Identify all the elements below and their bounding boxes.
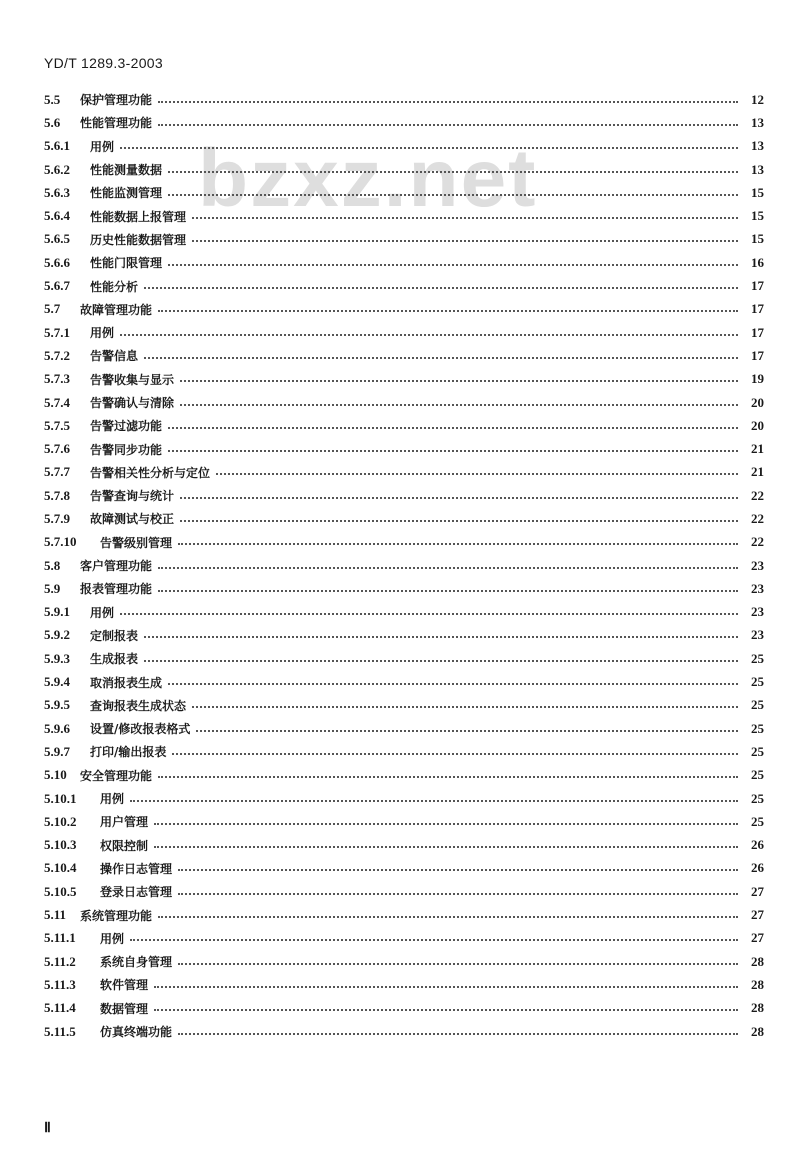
toc-section-title: 保护管理功能 xyxy=(80,93,153,108)
toc-dot-leader xyxy=(120,334,738,336)
toc-section-title: 告警收集与显示 xyxy=(90,372,175,387)
toc-dot-leader xyxy=(154,986,738,988)
toc-section-title: 告警同步功能 xyxy=(90,442,163,457)
toc-entry[interactable] xyxy=(44,927,764,950)
toc-section-number: 5.11.2 xyxy=(44,953,76,969)
toc-section-number: 5.9.2 xyxy=(44,627,70,643)
toc-dot-leader xyxy=(168,683,738,685)
toc-entry[interactable] xyxy=(44,577,764,600)
toc-section-title: 设置/修改报表格式 xyxy=(90,722,191,737)
toc-dot-leader xyxy=(192,217,738,219)
toc-page-number: 17 xyxy=(751,324,764,340)
toc-section-title: 历史性能数据管理 xyxy=(90,232,187,247)
toc-entry[interactable] xyxy=(44,298,764,321)
toc-section-number: 5.9.7 xyxy=(44,743,70,759)
toc-section-number: 5.10.3 xyxy=(44,837,77,853)
toc-section-number: 5.11.5 xyxy=(44,1023,76,1039)
toc-section-title: 取消报表生成 xyxy=(90,675,163,690)
toc-entry[interactable] xyxy=(44,437,764,460)
toc-page-number: 27 xyxy=(751,907,764,923)
toc-entry[interactable] xyxy=(44,554,764,577)
toc-entry[interactable] xyxy=(44,344,764,367)
toc-section-number: 5.7.6 xyxy=(44,441,70,457)
toc-dot-leader xyxy=(130,939,738,941)
toc-page-number: 13 xyxy=(751,114,764,130)
toc-dot-leader xyxy=(158,567,738,569)
toc-dot-leader xyxy=(120,613,738,615)
toc-entry[interactable] xyxy=(44,251,764,274)
toc-page-number: 15 xyxy=(751,208,764,224)
toc-section-number: 5.10.2 xyxy=(44,813,77,829)
toc-entry[interactable] xyxy=(44,601,764,624)
toc-entry[interactable] xyxy=(44,857,764,880)
toc-page-number: 28 xyxy=(751,953,764,969)
toc-section-title: 用例 xyxy=(90,605,115,620)
toc-section-number: 5.9.5 xyxy=(44,697,70,713)
toc-entry[interactable] xyxy=(44,647,764,670)
toc-section-number: 5.7.9 xyxy=(44,510,70,526)
toc-page-number: 28 xyxy=(751,976,764,992)
toc-section-title: 软件管理 xyxy=(100,978,149,993)
toc-page-number: 26 xyxy=(751,860,764,876)
toc-page-number: 21 xyxy=(751,441,764,457)
toc-section-number: 5.5 xyxy=(44,91,61,107)
toc-dot-leader xyxy=(178,893,738,895)
toc-dot-leader xyxy=(158,124,738,126)
toc-entry[interactable] xyxy=(44,1020,764,1043)
toc-section-title: 系统管理功能 xyxy=(80,908,153,923)
toc-entry[interactable] xyxy=(44,507,764,530)
toc-section-number: 5.10 xyxy=(44,767,67,783)
toc-entry[interactable] xyxy=(44,997,764,1020)
toc-section-title: 告警级别管理 xyxy=(100,535,173,550)
toc-section-title: 性能数据上报管理 xyxy=(90,209,187,224)
toc-section-title: 权限控制 xyxy=(100,838,149,853)
toc-page-number: 12 xyxy=(751,91,764,107)
toc-dot-leader xyxy=(180,520,738,522)
toc-section-number: 5.10.4 xyxy=(44,860,77,876)
toc-dot-leader xyxy=(144,287,738,289)
toc-dot-leader xyxy=(168,171,738,173)
toc-section-number: 5.6 xyxy=(44,114,61,130)
toc-entry[interactable] xyxy=(44,88,764,111)
toc-section-title: 告警信息 xyxy=(90,349,139,364)
toc-section-title: 用例 xyxy=(100,931,125,946)
toc-dot-leader xyxy=(168,450,738,452)
toc-page-number: 25 xyxy=(751,813,764,829)
toc-dot-leader xyxy=(158,310,738,312)
toc-page-number: 25 xyxy=(751,767,764,783)
toc-section-title: 登录日志管理 xyxy=(100,885,173,900)
toc-entry[interactable] xyxy=(44,321,764,344)
toc-section-number: 5.10.1 xyxy=(44,790,77,806)
toc-entry[interactable] xyxy=(44,973,764,996)
toc-dot-leader xyxy=(178,869,738,871)
toc-page-number: 23 xyxy=(751,604,764,620)
toc-page-number: 23 xyxy=(751,627,764,643)
toc-page-number: 25 xyxy=(751,674,764,690)
toc-dot-leader xyxy=(180,497,738,499)
toc-dot-leader xyxy=(130,800,738,802)
toc-section-title: 用例 xyxy=(100,792,125,807)
toc-section-title: 性能测量数据 xyxy=(90,163,163,178)
toc-section-title: 系统自身管理 xyxy=(100,955,173,970)
toc-section-number: 5.7.1 xyxy=(44,324,70,340)
toc-section-title: 打印/输出报表 xyxy=(90,745,167,760)
toc-page-number: 22 xyxy=(751,534,764,550)
toc-section-number: 5.11 xyxy=(44,907,67,923)
toc-section-number: 5.7.8 xyxy=(44,487,70,503)
toc-section-title: 性能管理功能 xyxy=(80,116,153,131)
toc-entry[interactable] xyxy=(44,111,764,134)
toc-entry[interactable] xyxy=(44,228,764,251)
toc-dot-leader xyxy=(216,473,738,475)
toc-page-number: 17 xyxy=(751,278,764,294)
toc-section-title: 生成报表 xyxy=(90,652,139,667)
toc-entry[interactable] xyxy=(44,624,764,647)
toc-entry[interactable] xyxy=(44,274,764,297)
toc-dot-leader xyxy=(154,823,738,825)
toc-entry[interactable] xyxy=(44,531,764,554)
toc-dot-leader xyxy=(120,147,738,149)
toc-page-number: 23 xyxy=(751,557,764,573)
toc-section-number: 5.8 xyxy=(44,557,61,573)
toc-section-number: 5.7.3 xyxy=(44,371,70,387)
toc-entry[interactable] xyxy=(44,717,764,740)
toc-section-number: 5.6.1 xyxy=(44,138,70,154)
toc-page-number: 28 xyxy=(751,1000,764,1016)
toc-dot-leader xyxy=(158,776,738,778)
toc-page-number: 15 xyxy=(751,184,764,200)
toc-page-number: 27 xyxy=(751,883,764,899)
table-of-contents xyxy=(44,88,764,1043)
toc-section-title: 性能门限管理 xyxy=(90,256,163,271)
toc-entry[interactable] xyxy=(44,694,764,717)
toc-page-number: 20 xyxy=(751,417,764,433)
toc-section-number: 5.6.2 xyxy=(44,161,70,177)
toc-section-number: 5.6.3 xyxy=(44,184,70,200)
toc-entry[interactable] xyxy=(44,414,764,437)
toc-section-title: 定制报表 xyxy=(90,628,139,643)
toc-page-number: 28 xyxy=(751,1023,764,1039)
toc-section-title: 故障管理功能 xyxy=(80,302,153,317)
toc-entry[interactable] xyxy=(44,764,764,787)
toc-section-title: 客户管理功能 xyxy=(80,559,153,574)
toc-section-number: 5.10.5 xyxy=(44,883,77,899)
toc-page-number: 25 xyxy=(751,743,764,759)
toc-section-title: 用户管理 xyxy=(100,815,149,830)
toc-entry[interactable] xyxy=(44,204,764,227)
toc-page-number: 13 xyxy=(751,161,764,177)
toc-entry[interactable] xyxy=(44,834,764,857)
toc-section-number: 5.6.4 xyxy=(44,208,70,224)
toc-page-number: 19 xyxy=(751,371,764,387)
toc-section-number: 5.6.6 xyxy=(44,254,70,270)
toc-page-number: 26 xyxy=(751,837,764,853)
toc-dot-leader xyxy=(144,357,738,359)
toc-dot-leader xyxy=(180,380,738,382)
toc-section-number: 5.9 xyxy=(44,580,61,596)
toc-entry[interactable] xyxy=(44,135,764,158)
toc-dot-leader xyxy=(168,264,738,266)
toc-section-number: 5.6.5 xyxy=(44,231,70,247)
toc-section-number: 5.7.2 xyxy=(44,347,70,363)
toc-dot-leader xyxy=(144,660,738,662)
toc-entry[interactable] xyxy=(44,181,764,204)
toc-section-title: 操作日志管理 xyxy=(100,861,173,876)
toc-dot-leader xyxy=(192,240,738,242)
toc-section-number: 5.7.7 xyxy=(44,464,70,480)
toc-section-number: 5.9.3 xyxy=(44,650,70,666)
toc-page-number: 25 xyxy=(751,650,764,666)
toc-page-number: 17 xyxy=(751,301,764,317)
toc-dot-leader xyxy=(178,963,738,965)
toc-section-title: 数据管理 xyxy=(100,1001,149,1016)
toc-entry[interactable] xyxy=(44,484,764,507)
toc-page-number: 16 xyxy=(751,254,764,270)
toc-entry[interactable] xyxy=(44,670,764,693)
toc-section-number: 5.7.4 xyxy=(44,394,70,410)
toc-dot-leader xyxy=(172,753,738,755)
document-code-header: YD/T 1289.3-2003 xyxy=(44,55,163,71)
toc-section-title: 故障测试与校正 xyxy=(90,512,175,527)
toc-dot-leader xyxy=(144,636,738,638)
toc-page-number: 15 xyxy=(751,231,764,247)
toc-dot-leader xyxy=(196,730,738,732)
toc-entry[interactable] xyxy=(44,158,764,181)
toc-entry[interactable] xyxy=(44,787,764,810)
toc-section-title: 性能监测管理 xyxy=(90,186,163,201)
toc-page-number: 25 xyxy=(751,697,764,713)
toc-page-number: 23 xyxy=(751,580,764,596)
toc-dot-leader xyxy=(168,194,738,196)
toc-entry[interactable] xyxy=(44,810,764,833)
toc-dot-leader xyxy=(158,101,738,103)
toc-entry[interactable] xyxy=(44,740,764,763)
toc-page-number: 25 xyxy=(751,720,764,736)
toc-entry[interactable] xyxy=(44,950,764,973)
toc-section-title: 告警查询与统计 xyxy=(90,489,175,504)
toc-section-number: 5.6.7 xyxy=(44,278,70,294)
toc-section-number: 5.9.4 xyxy=(44,674,70,690)
toc-section-title: 告警确认与清除 xyxy=(90,396,175,410)
toc-page-number: 20 xyxy=(751,394,764,410)
toc-section-number: 5.11.3 xyxy=(44,976,76,992)
toc-section-number: 5.9.1 xyxy=(44,604,70,620)
toc-section-title: 用例 xyxy=(90,326,115,341)
toc-dot-leader xyxy=(158,916,738,918)
toc-section-title: 安全管理功能 xyxy=(80,768,153,783)
toc-page-number: 22 xyxy=(751,510,764,526)
toc-section-number: 5.11.4 xyxy=(44,1000,76,1016)
watermark: bzxz.net xyxy=(198,133,538,224)
toc-dot-leader xyxy=(154,846,738,848)
toc-entry[interactable] xyxy=(44,461,764,484)
toc-page-number: 17 xyxy=(751,347,764,363)
toc-page-number: 22 xyxy=(751,487,764,503)
toc-dot-leader xyxy=(180,404,738,406)
toc-page-number: 21 xyxy=(751,464,764,480)
toc-section-number: 5.7 xyxy=(44,301,61,317)
toc-section-number: 5.9.6 xyxy=(44,720,70,736)
toc-section-title: 用例 xyxy=(90,139,115,154)
toc-section-number: 5.11.1 xyxy=(44,930,76,946)
toc-section-title: 告警相关性分析与定位 xyxy=(90,465,211,480)
toc-section-title: 查询报表生成状态 xyxy=(90,698,187,713)
toc-dot-leader xyxy=(154,1009,738,1011)
toc-section-number: 5.7.5 xyxy=(44,417,70,433)
toc-section-number: 5.7.10 xyxy=(44,534,77,550)
toc-page-number: 13 xyxy=(751,138,764,154)
toc-section-title: 报表管理功能 xyxy=(80,582,153,597)
toc-entry[interactable] xyxy=(44,903,764,926)
page-number-footer: Ⅱ xyxy=(44,1121,51,1136)
toc-dot-leader xyxy=(192,706,738,708)
toc-entry[interactable] xyxy=(44,391,764,414)
toc-dot-leader xyxy=(158,590,738,592)
toc-entry[interactable] xyxy=(44,880,764,903)
toc-section-title: 性能分析 xyxy=(90,279,139,294)
toc-dot-leader xyxy=(178,543,738,545)
toc-section-title: 告警过滤功能 xyxy=(90,419,163,434)
toc-dot-leader xyxy=(178,1033,738,1035)
toc-section-title: 仿真终端功能 xyxy=(100,1025,173,1040)
toc-dot-leader xyxy=(168,427,738,429)
toc-page-number: 25 xyxy=(751,790,764,806)
toc-entry[interactable] xyxy=(44,368,764,391)
toc-page-number: 27 xyxy=(751,930,764,946)
